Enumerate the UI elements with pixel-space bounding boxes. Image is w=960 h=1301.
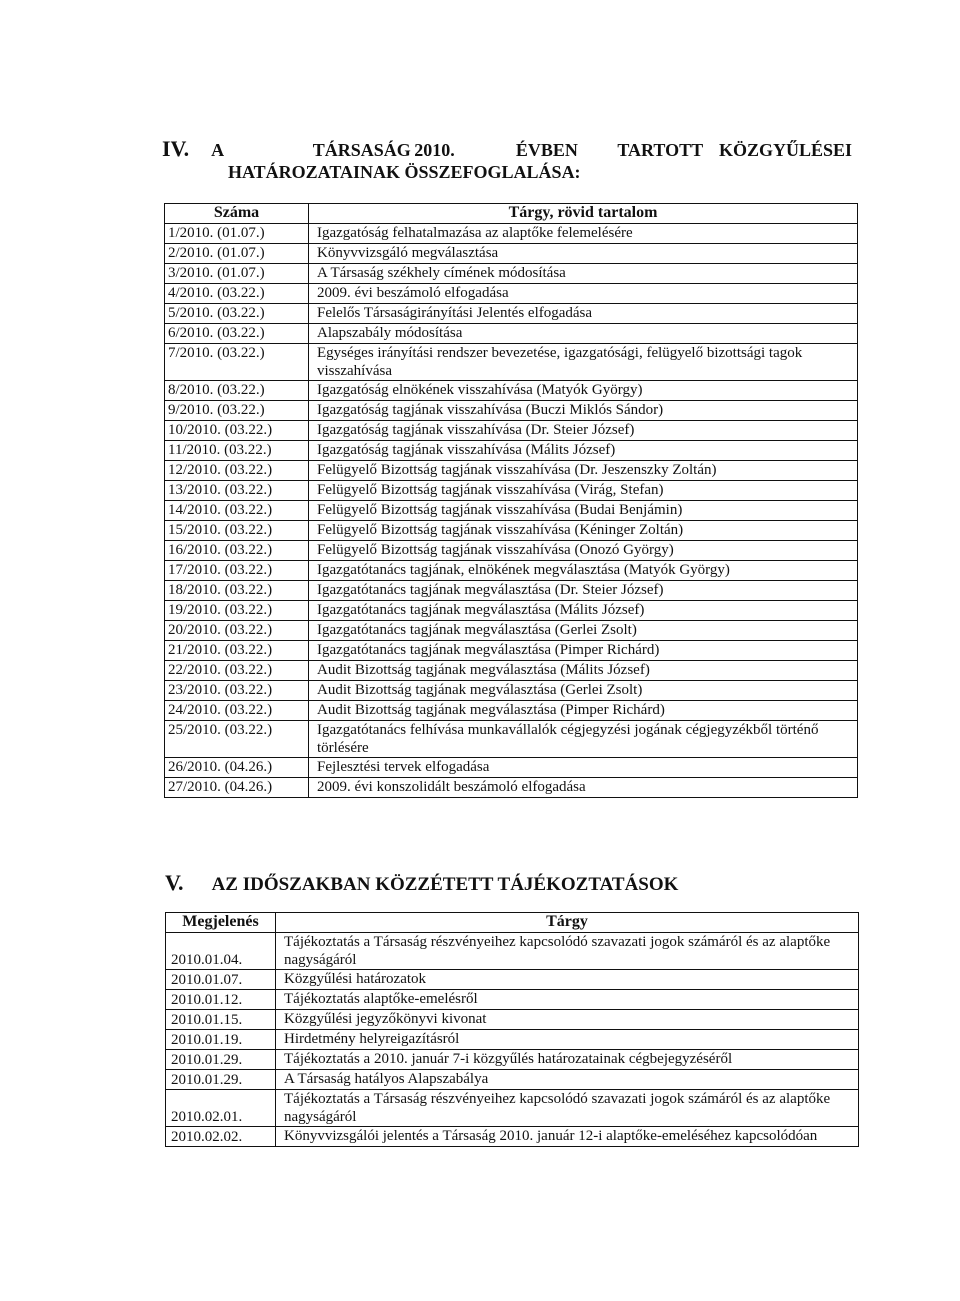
row-id-cell: 27/2010. (04.26.) [165,778,309,798]
header-subject: Tárgy, rövid tartalom [309,204,858,224]
row-id-cell: 13/2010. (03.22.) [165,481,309,501]
table-row [165,481,858,501]
row-subject-cell: Igazgatóság elnökének visszahívása (Matyók György) [309,381,858,401]
row-subject-cell: Igazgatóság felhatalmazása az alaptőke felemelésére [309,224,858,244]
section-v-number: V. [165,870,184,895]
resolutions-table [164,203,858,798]
table-row [165,501,858,521]
heading-word: KÖZGYŰLÉSEI [718,140,852,160]
table-row [165,224,858,244]
row-id-cell: 2010.01.29. [166,1050,276,1070]
row-id-cell: 3/2010. (01.07.) [165,264,309,284]
row-id-cell: 15/2010. (03.22.) [165,521,309,541]
heading-word: A [211,140,225,160]
row-subject-cell: Igazgatótanács tagjának megválasztása (Gerlei Zsolt) [309,621,858,641]
row-id-cell: 10/2010. (03.22.) [165,421,309,441]
row-subject-cell: Audit Bizottság tagjának megválasztása (Málits József) [309,661,858,681]
section-iv-number: IV. [162,136,190,161]
row-subject-cell: Igazgatótanács tagjának megválasztása (Pimper Richárd) [309,641,858,661]
row-id-cell: 16/2010. (03.22.) [165,541,309,561]
table-row [165,561,858,581]
table-row [165,441,858,461]
table-row [165,601,858,621]
row-id-cell: 17/2010. (03.22.) [165,561,309,581]
row-subject-cell: Felügyelő Bizottság tagjának visszahívása (Kéninger Zoltán) [309,521,858,541]
table-row [165,244,858,264]
table-row [165,641,858,661]
row-id-cell: 8/2010. (03.22.) [165,381,309,401]
row-subject-cell: Felügyelő Bizottság tagjának visszahívása (Onozó György) [309,541,858,561]
row-id-cell: 2010.02.02. [166,1127,276,1147]
row-id-cell: 22/2010. (03.22.) [165,661,309,681]
table-row [166,1010,859,1030]
section-iv-heading [162,138,852,183]
table-row [165,284,858,304]
row-id-cell: 11/2010. (03.22.) [165,441,309,461]
table-row [165,304,858,324]
table-row [165,344,858,381]
row-subject-cell: Igazgatótanács tagjának megválasztása (Dr. Steier József) [309,581,858,601]
row-subject-cell: Egységes irányítási rendszer bevezetése, igazgatósági, felügyelő bizottsági tagok visszahívása [309,344,858,381]
table-row [165,421,858,441]
table-header-row [165,204,858,224]
row-id-cell: 7/2010. (03.22.) [165,344,309,381]
row-subject-cell: A Társaság hatályos Alapszabálya [276,1070,859,1090]
row-id-cell: 2010.01.15. [166,1010,276,1030]
row-subject-cell: Felügyelő Bizottság tagjának visszahívása (Budai Benjámin) [309,501,858,521]
header-number: Száma [165,204,309,224]
row-subject-cell: Tájékoztatás a Társaság részvényeihez kapcsolódó szavazati jogok számáról és az alaptőke nagyságáról [276,1090,859,1127]
table-row [166,1070,859,1090]
row-subject-cell: Igazgatóság tagjának visszahívása (Dr. Steier József) [309,421,858,441]
table-row [165,324,858,344]
table-row [166,1030,859,1050]
row-id-cell: 2010.01.12. [166,990,276,1010]
table-row [165,521,858,541]
row-id-cell: 24/2010. (03.22.) [165,701,309,721]
row-id-cell: 14/2010. (03.22.) [165,501,309,521]
row-subject-cell: Igazgatótanács tagjának megválasztása (Málits József) [309,601,858,621]
row-id-cell: 21/2010. (03.22.) [165,641,309,661]
table-row [165,681,858,701]
table-row [165,778,858,798]
row-id-cell: 12/2010. (03.22.) [165,461,309,481]
row-subject-cell: Tájékoztatás a Társaság részvényeihez kapcsolódó szavazati jogok számáról és az alaptőke nagyságáról [276,933,859,970]
table-row [166,970,859,990]
section-v-title: AZ IDŐSZAKBAN KÖZZÉTETT TÁJÉKOZTATÁSOK [211,874,679,895]
table-row [165,264,858,284]
table-row [165,381,858,401]
table-row [165,721,858,758]
row-id-cell: 2010.01.19. [166,1030,276,1050]
table-header-row [166,913,859,933]
section-v-heading [165,870,678,896]
row-subject-cell: Fejlesztési tervek elfogadása [309,758,858,778]
table-row [166,1090,859,1127]
row-id-cell: 2010.02.01. [166,1090,276,1127]
row-id-cell: 18/2010. (03.22.) [165,581,309,601]
row-subject-cell: 2009. évi beszámoló elfogadása [309,284,858,304]
heading-word: ÉVBEN [515,140,578,160]
table-row [165,621,858,641]
row-id-cell: 4/2010. (03.22.) [165,284,309,304]
row-id-cell: 1/2010. (01.07.) [165,224,309,244]
row-id-cell: 2/2010. (01.07.) [165,244,309,264]
row-id-cell: 20/2010. (03.22.) [165,621,309,641]
table-row [166,1127,859,1147]
table-row [166,990,859,1010]
table-row [165,461,858,481]
row-subject-cell: Könyvvizsgáló megválasztása [309,244,858,264]
row-subject-cell: Hirdetmény helyreigazításról [276,1030,859,1050]
row-subject-cell: Audit Bizottság tagjának megválasztása (Gerlei Zsolt) [309,681,858,701]
row-id-cell: 5/2010. (03.22.) [165,304,309,324]
table-row [166,1050,859,1070]
row-id-cell: 26/2010. (04.26.) [165,758,309,778]
row-subject-cell: 2009. évi konszolidált beszámoló elfogadása [309,778,858,798]
header-publication: Megjelenés [166,913,276,933]
row-subject-cell: Tájékoztatás alaptőke-emelésről [276,990,859,1010]
table-row [165,401,858,421]
row-id-cell: 19/2010. (03.22.) [165,601,309,621]
row-subject-cell: Felelős Társaságirányítási Jelentés elfogadása [309,304,858,324]
row-id-cell: 6/2010. (03.22.) [165,324,309,344]
row-subject-cell: Igazgatóság tagjának visszahívása (Buczi Miklós Sándor) [309,401,858,421]
row-subject-cell: Közgyűlési jegyzőkönyvi kivonat [276,1010,859,1030]
row-subject-cell: Könyvvizsgálói jelentés a Társaság 2010. január 12-i alaptőke-emeléséhez kapcsolódóan [276,1127,859,1147]
row-id-cell: 2010.01.07. [166,970,276,990]
row-id-cell: 25/2010. (03.22.) [165,721,309,758]
row-id-cell: 2010.01.04. [166,933,276,970]
row-subject-cell: Közgyűlési határozatok [276,970,859,990]
row-subject-cell: Audit Bizottság tagjának megválasztása (Pimper Richárd) [309,701,858,721]
row-subject-cell: Igazgatótanács felhívása munkavállalók cégjegyzési jogának cégjegyzékből történő törlésére [309,721,858,758]
row-id-cell: 2010.01.29. [166,1070,276,1090]
row-subject-cell: Igazgatótanács tagjának, elnökének megválasztása (Matyók György) [309,561,858,581]
row-subject-cell: Igazgatóság tagjának visszahívása (Málits József) [309,441,858,461]
header-subject: Tárgy [276,913,859,933]
heading-word: TÁRSASÁG [312,140,411,160]
heading-word: 2010. [414,140,455,160]
table-row [165,581,858,601]
row-id-cell: 9/2010. (03.22.) [165,401,309,421]
heading-word: TARTOTT [617,140,704,160]
table-row [165,701,858,721]
table-row [165,661,858,681]
table-row [165,758,858,778]
row-subject-cell: Alapszabály módosítása [309,324,858,344]
section-iv-title-line2: HATÁROZATAINAK ÖSSZEFOGLALÁSA: [228,162,581,182]
row-subject-cell: A Társaság székhely címének módosítása [309,264,858,284]
row-subject-cell: Felügyelő Bizottság tagjának visszahívása (Dr. Jeszenszky Zoltán) [309,461,858,481]
announcements-table [165,912,859,1147]
table-row [165,541,858,561]
row-subject-cell: Felügyelő Bizottság tagjának visszahívása (Virág, Stefan) [309,481,858,501]
table-row [166,933,859,970]
row-subject-cell: Tájékoztatás a 2010. január 7-i közgyűlés határozatainak cégbejegyzéséről [276,1050,859,1070]
row-id-cell: 23/2010. (03.22.) [165,681,309,701]
